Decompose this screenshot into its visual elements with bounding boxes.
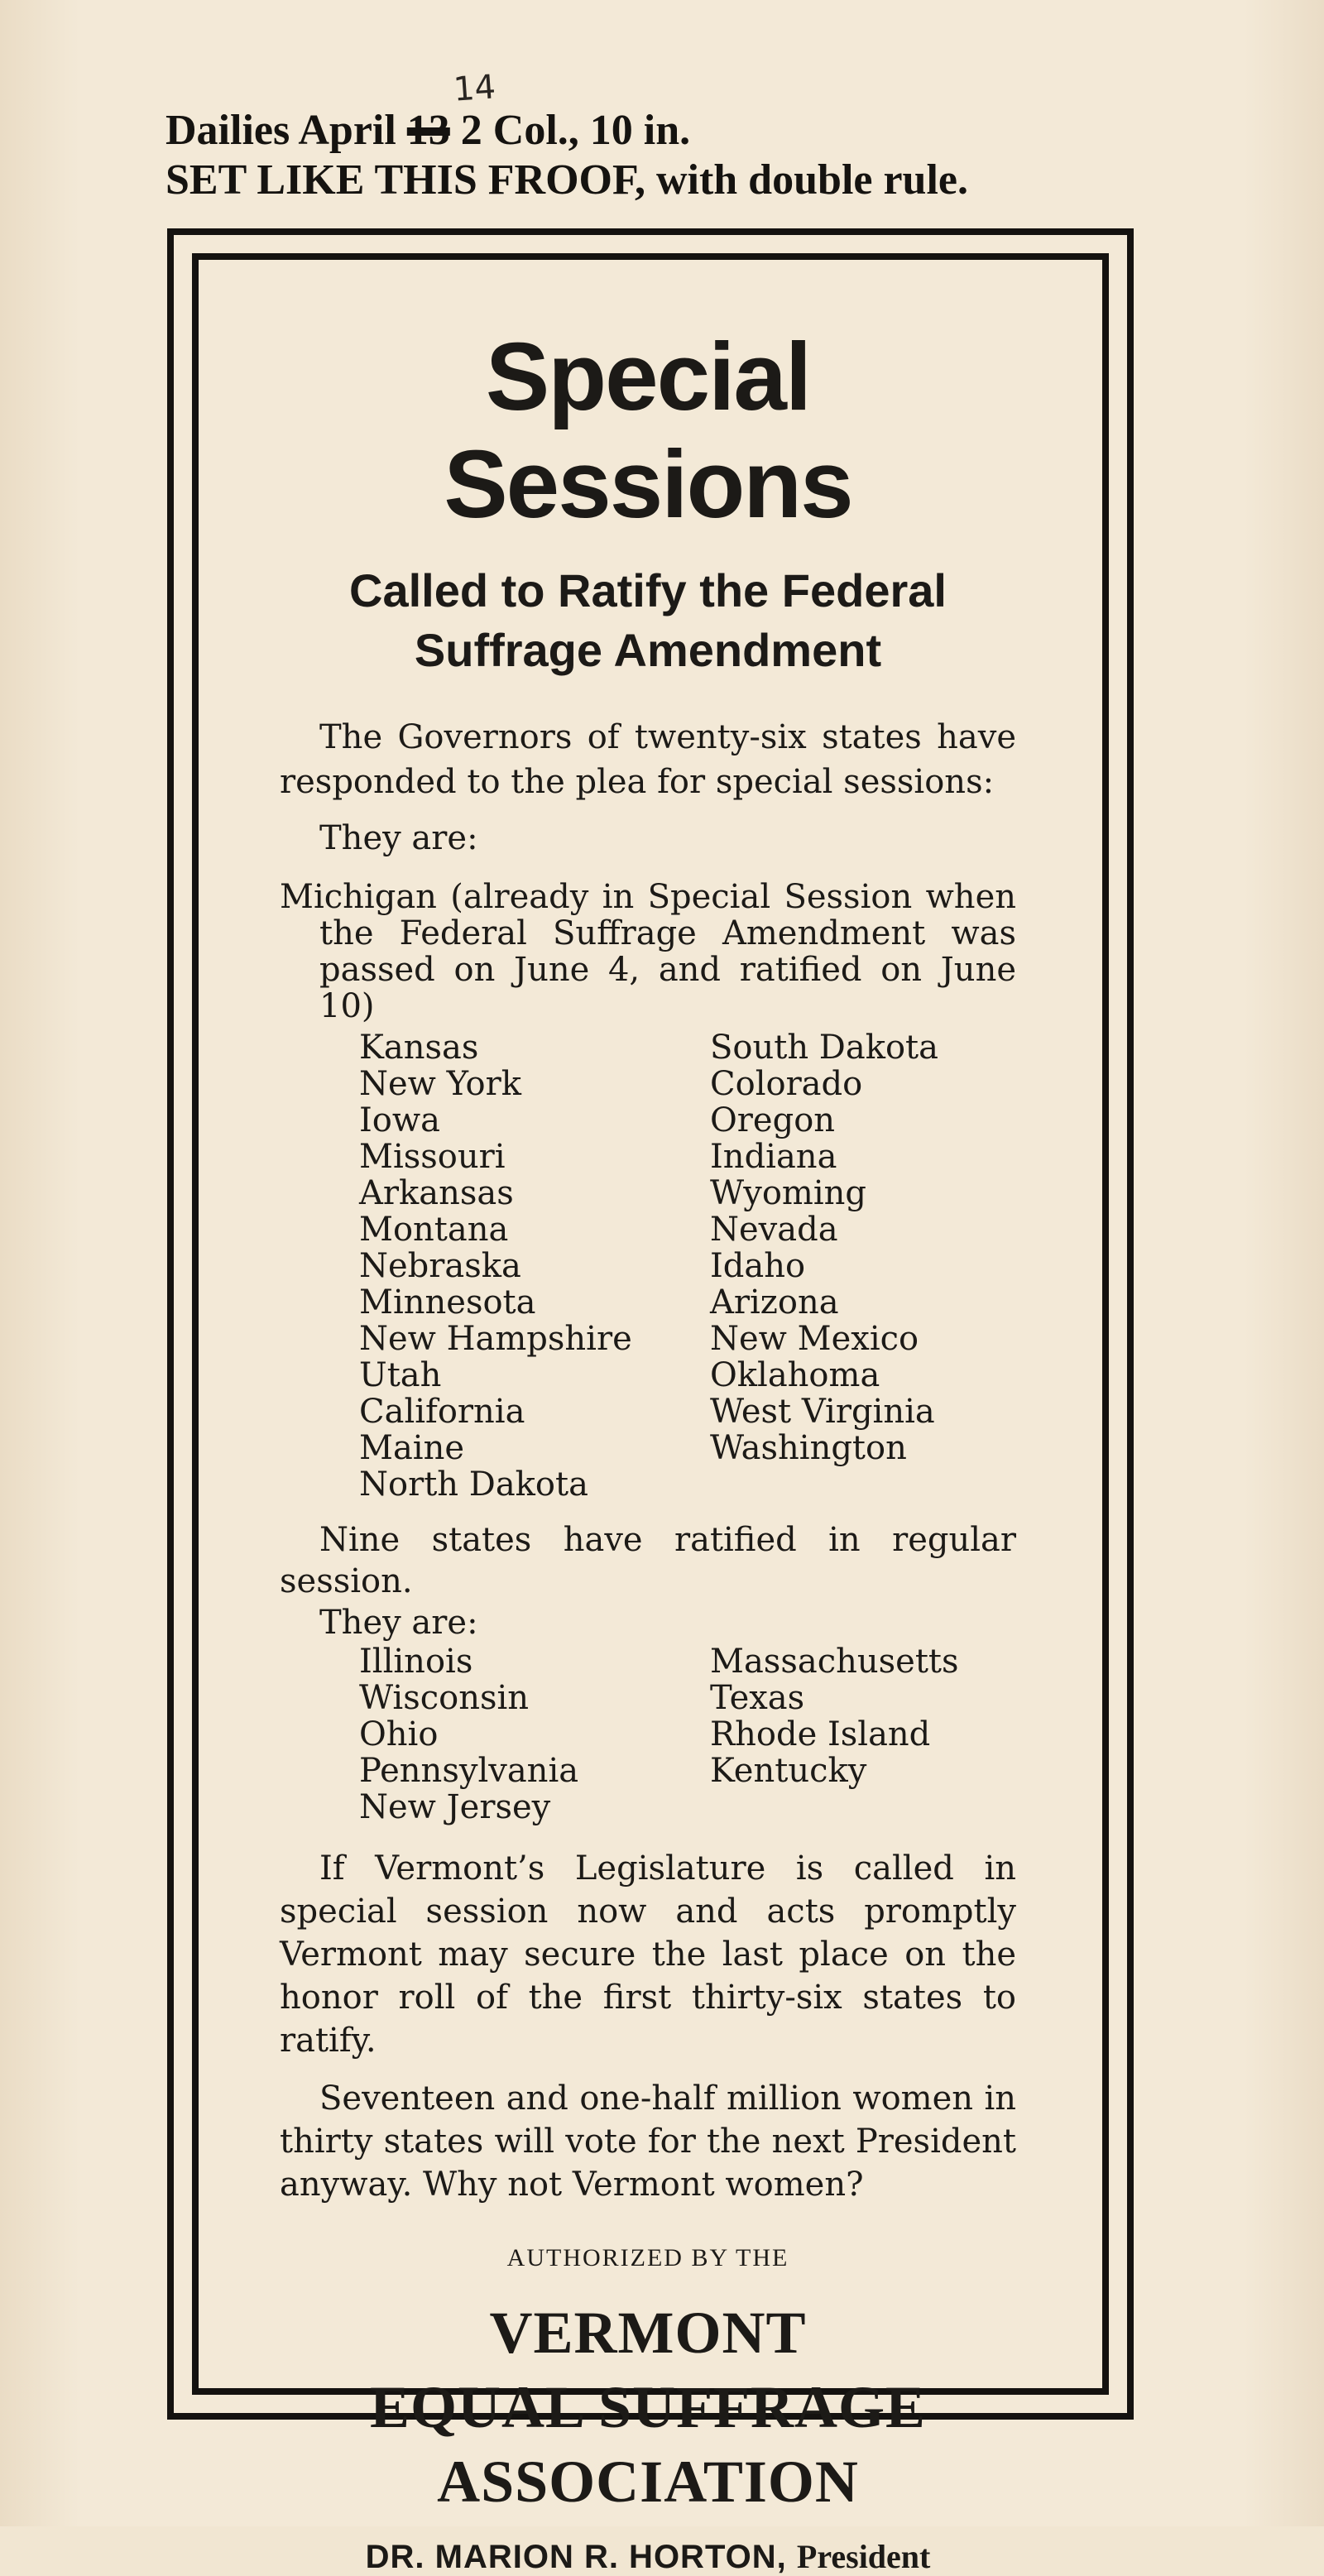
state-name: New York: [359, 1065, 521, 1103]
special-states-right-column: [710, 1029, 1041, 1503]
org-line-3: ASSOCIATION: [437, 2449, 859, 2515]
struck-date: 13: [406, 107, 450, 154]
state-name: Missouri: [359, 1138, 506, 1176]
state-name: Nevada: [710, 1211, 838, 1249]
regular-session-states: [359, 1643, 1016, 1825]
state-name: South Dakota: [710, 1029, 938, 1067]
organization-name: [280, 2295, 1016, 2519]
regular-states-right-column: [710, 1643, 1041, 1825]
state-name: Oklahoma: [710, 1356, 880, 1394]
state-name: Wyoming: [710, 1174, 867, 1212]
state-name: Oregon: [710, 1101, 836, 1139]
state-name: Idaho: [710, 1247, 806, 1285]
state-name: Utah: [359, 1356, 442, 1394]
subtitle-line-1: Called to Ratify the Federal: [349, 564, 947, 616]
instructions-line-2: SET LIKE THIS FROOF, with double rule.: [166, 156, 968, 204]
regular-states-left-column: [359, 1643, 710, 1825]
state-name: Wisconsin: [359, 1679, 530, 1717]
state-name: Rhode Island: [710, 1715, 931, 1753]
special-states-left-column: [359, 1029, 710, 1503]
state-name: Kansas: [359, 1029, 479, 1067]
state-name: Texas: [710, 1679, 805, 1717]
state-name: West Virginia: [710, 1393, 935, 1431]
special-session-states: [359, 1029, 1016, 1503]
subtitle-line-2: Suffrage Amendment: [414, 624, 882, 676]
print-instructions: [166, 106, 1192, 205]
state-name: Arizona: [710, 1283, 839, 1322]
they-are-label-1: They are:: [319, 819, 478, 857]
state-name: Pennsylvania: [359, 1752, 579, 1790]
state-name: Ohio: [359, 1715, 439, 1753]
regular-session-intro: Nine states have ratified in regular session.: [280, 1521, 1016, 1600]
state-name: Kentucky: [710, 1752, 867, 1790]
notice-subtitle: [280, 561, 1016, 680]
state-name: Illinois: [359, 1643, 473, 1681]
intro-paragraph: The Governors of twenty-six states have responded to the plea for special sessions:: [280, 718, 1016, 801]
they-are-label-2: They are:: [319, 1604, 478, 1642]
state-name: Nebraska: [359, 1247, 521, 1285]
state-name: Colorado: [710, 1065, 863, 1103]
state-name: Maine: [359, 1429, 465, 1467]
state-name: Washington: [710, 1429, 907, 1467]
vermont-paragraph: If Vermont’s Legislature is called in special session now and acts promptly Vermont may secure the last place on the honor roll of the first thirty-six states to ratify.: [280, 1849, 1016, 2060]
state-name: Minnesota: [359, 1283, 536, 1322]
state-name: Massachusetts: [710, 1643, 959, 1681]
women-vote-paragraph: Seventeen and one-half million women in thirty states will vote for the next President anyway. Why not Vermont women?: [280, 2080, 1016, 2204]
state-name: Montana: [359, 1211, 509, 1249]
president-credit: [280, 2537, 1016, 2576]
handwritten-correction: 14: [452, 68, 497, 109]
state-name: New Mexico: [710, 1320, 919, 1358]
notice-title: Special Sessions: [444, 323, 852, 538]
state-name: North Dakota: [359, 1465, 588, 1504]
state-name: New Hampshire: [359, 1320, 632, 1358]
notice-body: [280, 323, 1016, 2576]
authorized-by-label: AUTHORIZED BY THE: [506, 2244, 789, 2271]
state-name: Iowa: [359, 1101, 440, 1139]
instructions-column-size: 2 Col., 10 in.: [460, 107, 691, 154]
org-line-1: VERMONT: [489, 2300, 807, 2366]
president-name: DR. MARION R. HORTON,: [365, 2539, 787, 2575]
michigan-entry: Michigan (already in Special Session when the Federal Suffrage Amendment was passed on June 4, and ratified on June 10): [280, 878, 1016, 1025]
president-title: President: [796, 2538, 931, 2575]
instructions-line-1: [166, 106, 1192, 156]
state-name: New Jersey: [359, 1788, 551, 1826]
state-name: California: [359, 1393, 525, 1431]
org-line-2: EQUAL SUFFRAGE: [369, 2374, 927, 2440]
instructions-date-prefix: Dailies April: [166, 107, 396, 154]
state-name: Arkansas: [359, 1174, 514, 1212]
state-name: Indiana: [710, 1138, 837, 1176]
